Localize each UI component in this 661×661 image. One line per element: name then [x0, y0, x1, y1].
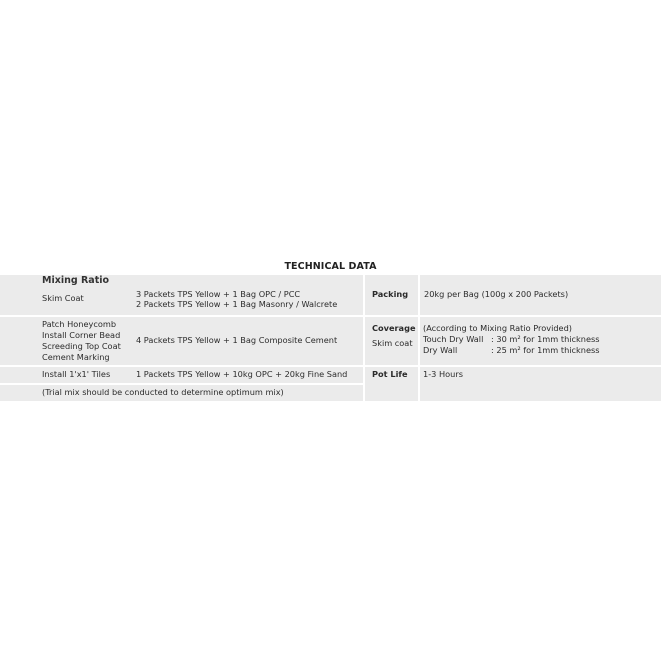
ratio-line: 2 Packets TPS Yellow + 1 Bag Masonry / Walcrete: [136, 299, 338, 309]
application-label: Install 1'x1' Tiles: [42, 369, 111, 379]
column-divider: [418, 275, 420, 401]
mixing-row-tiles: [0, 367, 363, 383]
coverage-surface: Dry Wall: [423, 345, 458, 355]
application-label: Patch Honeycomb: [42, 319, 117, 329]
coverage-sublabel: Skim coat: [372, 338, 413, 348]
ratio-line: 4 Packets TPS Yellow + 1 Bag Composite Cement: [136, 335, 338, 345]
mixing-note-row: [0, 385, 363, 401]
mixing-row-patch: [0, 317, 363, 365]
packing-row: [365, 275, 661, 315]
coverage-value: : 30 m² for 1mm thickness: [491, 334, 600, 344]
mixing-ratio-heading: Mixing Ratio: [42, 275, 110, 286]
technical-data-table: [0, 275, 661, 401]
page-title: TECHNICAL DATA: [284, 261, 377, 272]
packing-value: 20kg per Bag (100g x 200 Packets): [424, 289, 569, 299]
packing-label: Packing: [372, 289, 409, 299]
pot-life-row: [365, 367, 661, 401]
pot-life-label: Pot Life: [372, 369, 408, 379]
application-label: Screeding Top Coat: [42, 341, 121, 351]
application-label: Cement Marking: [42, 352, 110, 362]
pot-life-value: 1-3 Hours: [423, 369, 463, 379]
coverage-label: Coverage: [372, 323, 416, 333]
application-label: Install Corner Bead: [42, 330, 121, 340]
coverage-value: : 25 m² for 1mm thickness: [491, 345, 600, 355]
coverage-row: [365, 317, 661, 365]
trial-mix-note: (Trial mix should be conducted to determine optimum mix): [42, 387, 284, 397]
ratio-line: 3 Packets TPS Yellow + 1 Bag OPC / PCC: [136, 289, 301, 299]
coverage-surface: Touch Dry Wall: [423, 334, 484, 344]
application-label: Skim Coat: [42, 293, 84, 303]
coverage-intro: (According to Mixing Ratio Provided): [423, 323, 572, 333]
mixing-row-skim-coat: [0, 275, 363, 315]
ratio-line: 1 Packets TPS Yellow + 10kg OPC + 20kg Fine Sand: [136, 369, 348, 379]
